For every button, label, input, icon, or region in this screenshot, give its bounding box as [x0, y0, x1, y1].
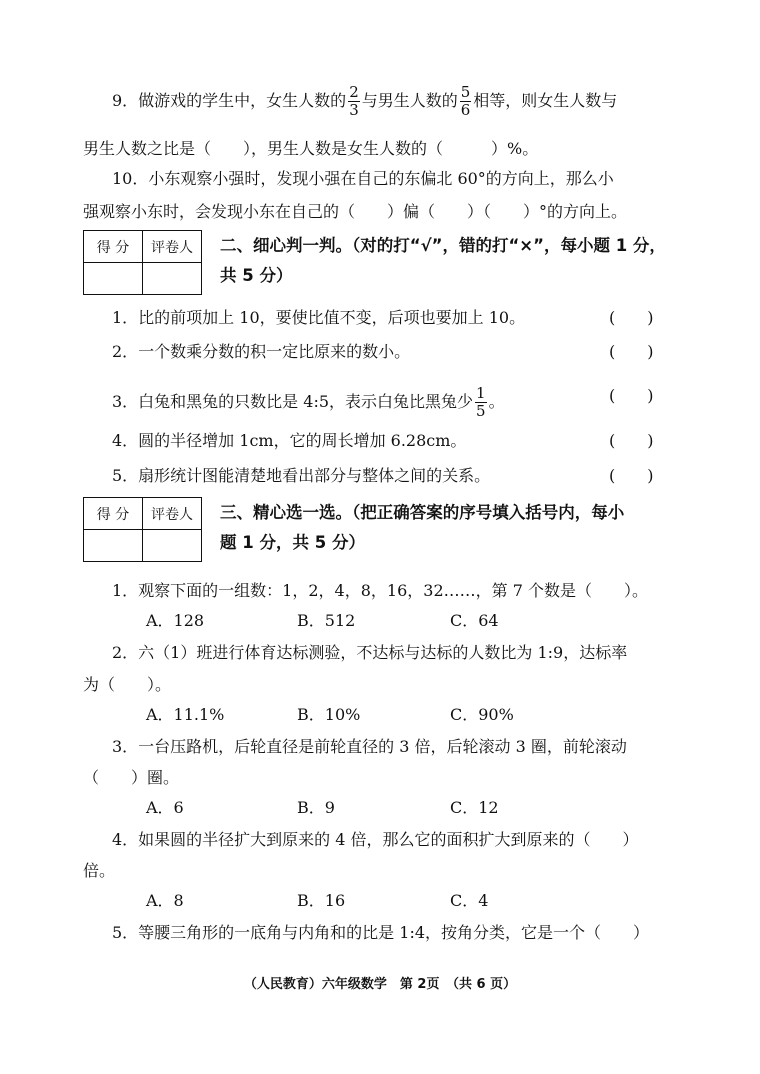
page-footer: （人民教育）六年级数学 第 2页 （共 6 页） [243, 977, 517, 992]
score-cell[interactable] [84, 530, 143, 562]
q9-line2: 男生人数之比是（ ），男生人数是女生人数的（ ）%。 [83, 139, 539, 158]
score-box-section3 [83, 497, 202, 562]
choice-q1-option-c[interactable]: C．64 [450, 611, 499, 630]
section2-heading-line1: 二、细心判一判。（对的打“√”，错的打“×”，每小题 1 分， [220, 236, 666, 255]
score-label: 得 分 [84, 231, 143, 263]
choice-q2-option-a[interactable]: A．11.1% [146, 705, 225, 724]
grader-label: 评卷人 [143, 498, 202, 530]
q9-fraction-1 [348, 84, 360, 119]
judge-item-3-end: 。 [488, 392, 505, 411]
score-cell[interactable] [84, 263, 143, 295]
choice-q4-option-a[interactable]: A．8 [146, 891, 184, 910]
choice-q5-line1: 5．等腰三角形的一底角与内角和的比是 1:4，按角分类，它是一个（ ） [112, 923, 650, 942]
fraction-denominator: 5 [476, 402, 486, 420]
grader-cell[interactable] [143, 263, 202, 295]
section3-heading-line1: 三、精心选一选。（把正确答案的序号填入括号内，每小 [220, 503, 625, 522]
choice-q3-option-a[interactable]: A．6 [146, 798, 184, 817]
fraction-denominator: 3 [349, 101, 359, 119]
choice-q4-option-c[interactable]: C．4 [450, 891, 489, 910]
judge-item-3 [112, 385, 505, 420]
choice-q1: 1．观察下面的一组数：1，2，4，8，16，32……，第 7 个数是（ ）。 [112, 581, 648, 600]
q9-text-a: 9．做游戏的学生中，女生人数的 [112, 91, 347, 110]
choice-q3-line2: （ ）圈。 [83, 768, 180, 787]
choice-q2-option-c[interactable]: C．90% [450, 705, 514, 724]
choice-q3-option-b[interactable]: B．9 [297, 798, 335, 817]
q10-line1: 10．小东观察小强时，发现小强在自己的东偏北 60°的方向上，那么小 [112, 169, 614, 188]
choice-q4-line2: 倍。 [83, 861, 116, 880]
q9-text-c: 相等，则女生人数与 [473, 91, 618, 110]
section2-heading-line2: 共 5 分） [220, 266, 293, 285]
fraction-numerator: 5 [460, 83, 471, 101]
choice-q4-line1: 4．如果圆的半径扩大到原来的 4 倍，那么它的面积扩大到原来的（ ） [112, 830, 639, 849]
judge-answer-1[interactable]: ( ) [609, 308, 654, 327]
q9-fraction-2 [460, 84, 472, 119]
score-label: 得 分 [84, 498, 143, 530]
fraction-numerator: 1 [476, 384, 486, 402]
judge-item-3-fraction [475, 385, 487, 420]
choice-q4-option-b[interactable]: B．16 [297, 891, 346, 910]
fraction-denominator: 6 [460, 101, 471, 119]
choice-q2-line2: 为（ ）。 [83, 675, 172, 694]
choice-q3-line1: 3．一台压路机，后轮直径是前轮直径的 3 倍，后轮滚动 3 圈，前轮滚动 [112, 737, 627, 756]
choice-q1-option-a[interactable]: A．128 [146, 611, 205, 630]
judge-item-1: 1．比的前项加上 10，要使比值不变，后项也要加上 10。 [112, 308, 526, 327]
choice-q1-option-b[interactable]: B．512 [297, 611, 356, 630]
choice-q2-option-b[interactable]: B．10% [297, 705, 361, 724]
judge-item-4: 4．圆的半径增加 1cm，它的周长增加 6.28cm。 [112, 431, 467, 450]
choice-q2-line1: 2．六（1）班进行体育达标测验，不达标与达标的人数比为 1:9，达标率 [112, 643, 628, 662]
fraction-numerator: 2 [349, 83, 359, 101]
judge-answer-3[interactable]: ( ) [609, 386, 654, 405]
judge-item-3-text: 3．白兔和黑兔的只数比是 4:5，表示白兔比黑兔少 [112, 392, 474, 411]
judge-answer-4[interactable]: ( ) [609, 431, 654, 450]
grader-label: 评卷人 [143, 231, 202, 263]
q9-line1 [112, 84, 617, 119]
judge-answer-2[interactable]: ( ) [609, 342, 654, 361]
choice-q3-option-c[interactable]: C．12 [450, 798, 499, 817]
q10-line2: 强观察小东时，会发现小东在自己的（ ）偏（ ）（ ）°的方向上。 [83, 202, 628, 221]
judge-answer-5[interactable]: ( ) [609, 466, 654, 485]
score-box-section2 [83, 230, 202, 295]
judge-item-5: 5．扇形统计图能清楚地看出部分与整体之间的关系。 [112, 466, 491, 485]
section3-heading-line2: 题 1 分，共 5 分） [220, 533, 365, 552]
judge-item-2: 2．一个数乘分数的积一定比原来的数小。 [112, 342, 411, 361]
q9-text-b: 与男生人数的 [361, 91, 458, 110]
grader-cell[interactable] [143, 530, 202, 562]
